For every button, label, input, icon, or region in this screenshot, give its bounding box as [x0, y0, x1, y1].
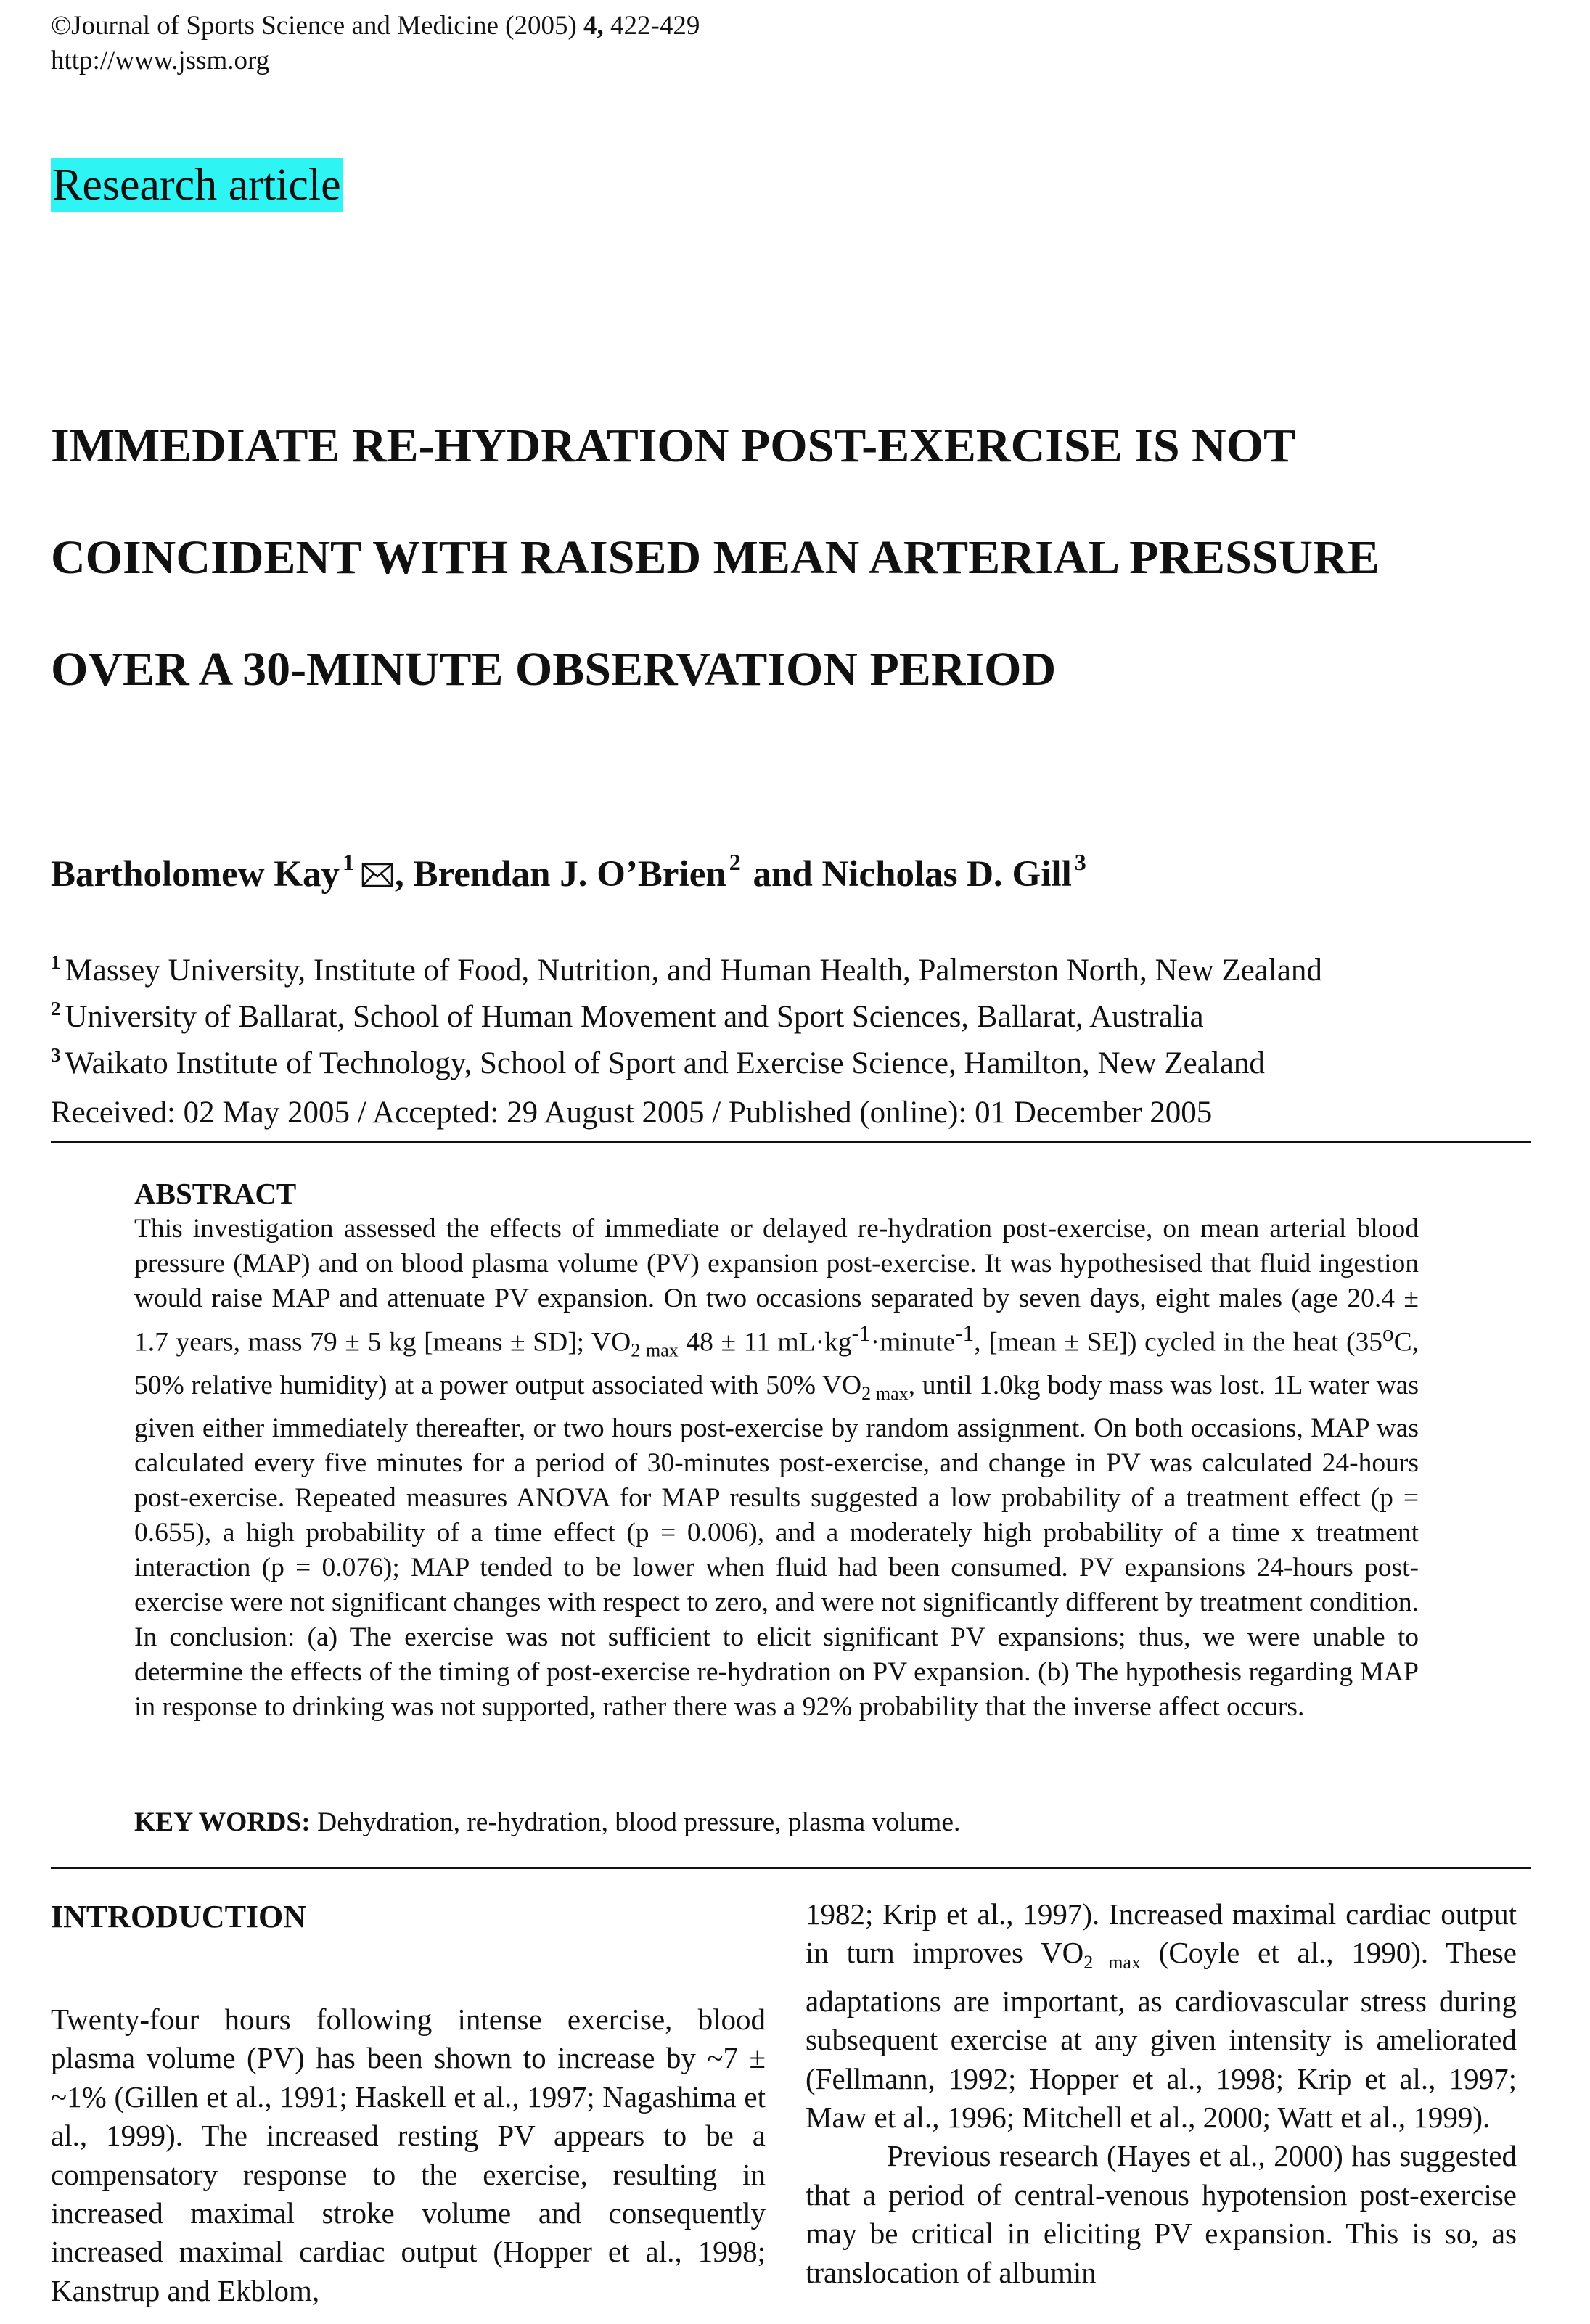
title-line: IMMEDIATE RE-HYDRATION POST-EXERCISE IS NOT — [51, 419, 1296, 472]
spacer — [51, 1939, 766, 2000]
citation-prefix: ©Journal of Sports Science and Medicine (2005) — [51, 11, 584, 41]
affiliation-num: 2 — [51, 998, 61, 1019]
abstract-text-part: ·minute — [870, 1327, 956, 1358]
subscript: 2 max — [631, 1339, 679, 1361]
affiliation — [51, 1036, 1322, 1083]
superscript: o — [1382, 1321, 1394, 1346]
body-column-left — [51, 1895, 766, 2310]
abstract-text-part: C, 50% relative humidity) at a power output associated with 50% VO — [134, 1327, 1419, 1400]
affiliation-text: Massey University, Institute of Food, Nutrition, and Human Health, Palmerston North, New Zealand — [65, 953, 1322, 988]
keywords-label: KEY WORDS: — [134, 1807, 311, 1837]
citation-volume: 4, — [583, 11, 604, 41]
author-list — [51, 849, 1089, 895]
title-line: OVER A 30-MINUTE OBSERVATION PERIOD — [51, 643, 1057, 696]
keywords — [134, 1805, 960, 1840]
publication-dates: Received: 02 May 2005 / Accepted: 29 August 2005 / Published (online): 01 December 2005 — [51, 1096, 1213, 1130]
superscript: -1 — [955, 1321, 975, 1346]
author-name: , Brendan J. O’Brien — [395, 854, 726, 895]
affiliation-text: Waikato Institute of Technology, School of Sport and Exercise Science, Hamilton, New Zealand — [65, 1046, 1265, 1080]
abstract-text-part: This investigation assessed the effects of immediate or delayed re-hydration post-exercise, on mean arterial blood pressure (MAP) and on blood plasma volume (PV) expansion post-exercise. It was hypothesised that fluid ingestion would raise MAP and attenuate PV expansion. On two occasions separated by seven days, eight males (age 20.4 ± 1.7 years, mass 79 ± 5 kg [means ± SD]; VO — [134, 1214, 1419, 1358]
journal-url[interactable]: http://www.jssm.org — [51, 46, 270, 75]
abstract-heading: ABSTRACT — [134, 1177, 297, 1210]
subscript: 2 max — [1083, 1952, 1141, 1974]
affiliation — [51, 943, 1322, 990]
citation-pages: 422-429 — [603, 11, 700, 41]
divider-bottom — [51, 1867, 1531, 1869]
abstract-text-part: , until 1.0kg body mass was lost. 1L water was given either immediately thereafter, or two hours post-exercise by random assignment. On both occasions, MAP was calculated every five minutes for a period of 30-minutes post-exercise, and change in PV was calculated 24-hours post-exercise. Repeated measures ANOVA for MAP results suggested a low probability of a treatment effect (p = 0.655), a high probability of a time effect (p = 0.006), and a moderately high probability of a time x treatment interaction (p = 0.076); MAP tended to be lower when fluid had been consumed. PV expansions 24-hours post-exercise were not significant changes with respect to zero, and were not significantly different by treatment condition. In conclusion: (a) The exercise was not sufficient to elicit significant PV expansions; thus, we were unable to determine the effects of the timing of post-exercise re-hydration on PV expansion. (b) The hypothesis regarding MAP in response to drinking was not supported, rather there was a 92% probability that the inverse affect occurs. — [134, 1370, 1419, 1722]
journal-citation — [51, 10, 700, 42]
abstract — [134, 1175, 1419, 1725]
superscript: -1 — [851, 1321, 871, 1346]
body-paragraph: Twenty-four hours following intense exercise, blood plasma volume (PV) has been shown to increase by ~7 ± ~1% (Gillen et al., 1991; Haskell et al., 1997; Nagashima et al., 1999). The increased resting PV appears to be a compensatory response to the exercise, resulting in increased maximal stroke volume and consequently increased maximal cardiac output (Hopper et al., 1998; Kanstrup and Ekblom, — [51, 2003, 766, 2307]
body-paragraph — [806, 1895, 1517, 2137]
envelope-icon[interactable] — [361, 855, 393, 879]
article-type-label: Research article — [51, 158, 343, 212]
subscript: 2 max — [861, 1382, 909, 1404]
abstract-text — [134, 1212, 1419, 1725]
keywords-text: Dehydration, re-hydration, blood pressure, plasma volume. — [310, 1807, 961, 1837]
section-heading-introduction: INTRODUCTION — [51, 1899, 307, 1934]
body-text-part: (Coyle et al., 1990). These adaptations are important, as cardiovascular stress during subsequent exercise at any given intensity is ameliorated (Fellmann, 1992; Hopper et al., 1998; Krip et al., 1997; Maw et al., 1996; Mitchell et al., 2000; Watt et al., 1999). — [806, 1936, 1517, 2135]
body-column-right — [806, 1895, 1517, 2292]
affiliation-text: University of Ballarat, School of Human Movement and Sport Sciences, Ballarat, Australia — [65, 1000, 1204, 1034]
article-title — [51, 417, 1531, 752]
author-name: Bartholomew Kay — [51, 854, 340, 895]
abstract-text-part: , [mean ± SE]) cycled in the heat (35 — [974, 1327, 1382, 1358]
author-affil-num: 2 — [729, 849, 741, 875]
body-text-part: 1982; Krip et al., 1997). Increased maximal cardiac output in turn improves VO — [806, 1897, 1517, 1970]
affiliation — [51, 990, 1322, 1036]
author-name: and Nicholas D. Gill — [743, 854, 1072, 895]
author-affil-num: 1 — [343, 849, 355, 875]
body-paragraph: Previous research (Hayes et al., 2000) has suggested that a period of central-venous hypotension post-exercise may be critical in eliciting PV expansion. This is so, as translocation of albumin — [806, 2139, 1517, 2289]
affiliation-num: 3 — [51, 1044, 61, 1066]
abstract-text-part: 48 ± 11 mL·kg — [678, 1327, 852, 1358]
title-line: COINCIDENT WITH RAISED MEAN ARTERIAL PRESSURE — [51, 531, 1380, 584]
affiliation-list — [51, 943, 1322, 1083]
affiliation-num: 1 — [51, 951, 61, 973]
author-affil-num: 3 — [1074, 849, 1086, 875]
divider-top — [51, 1141, 1531, 1143]
